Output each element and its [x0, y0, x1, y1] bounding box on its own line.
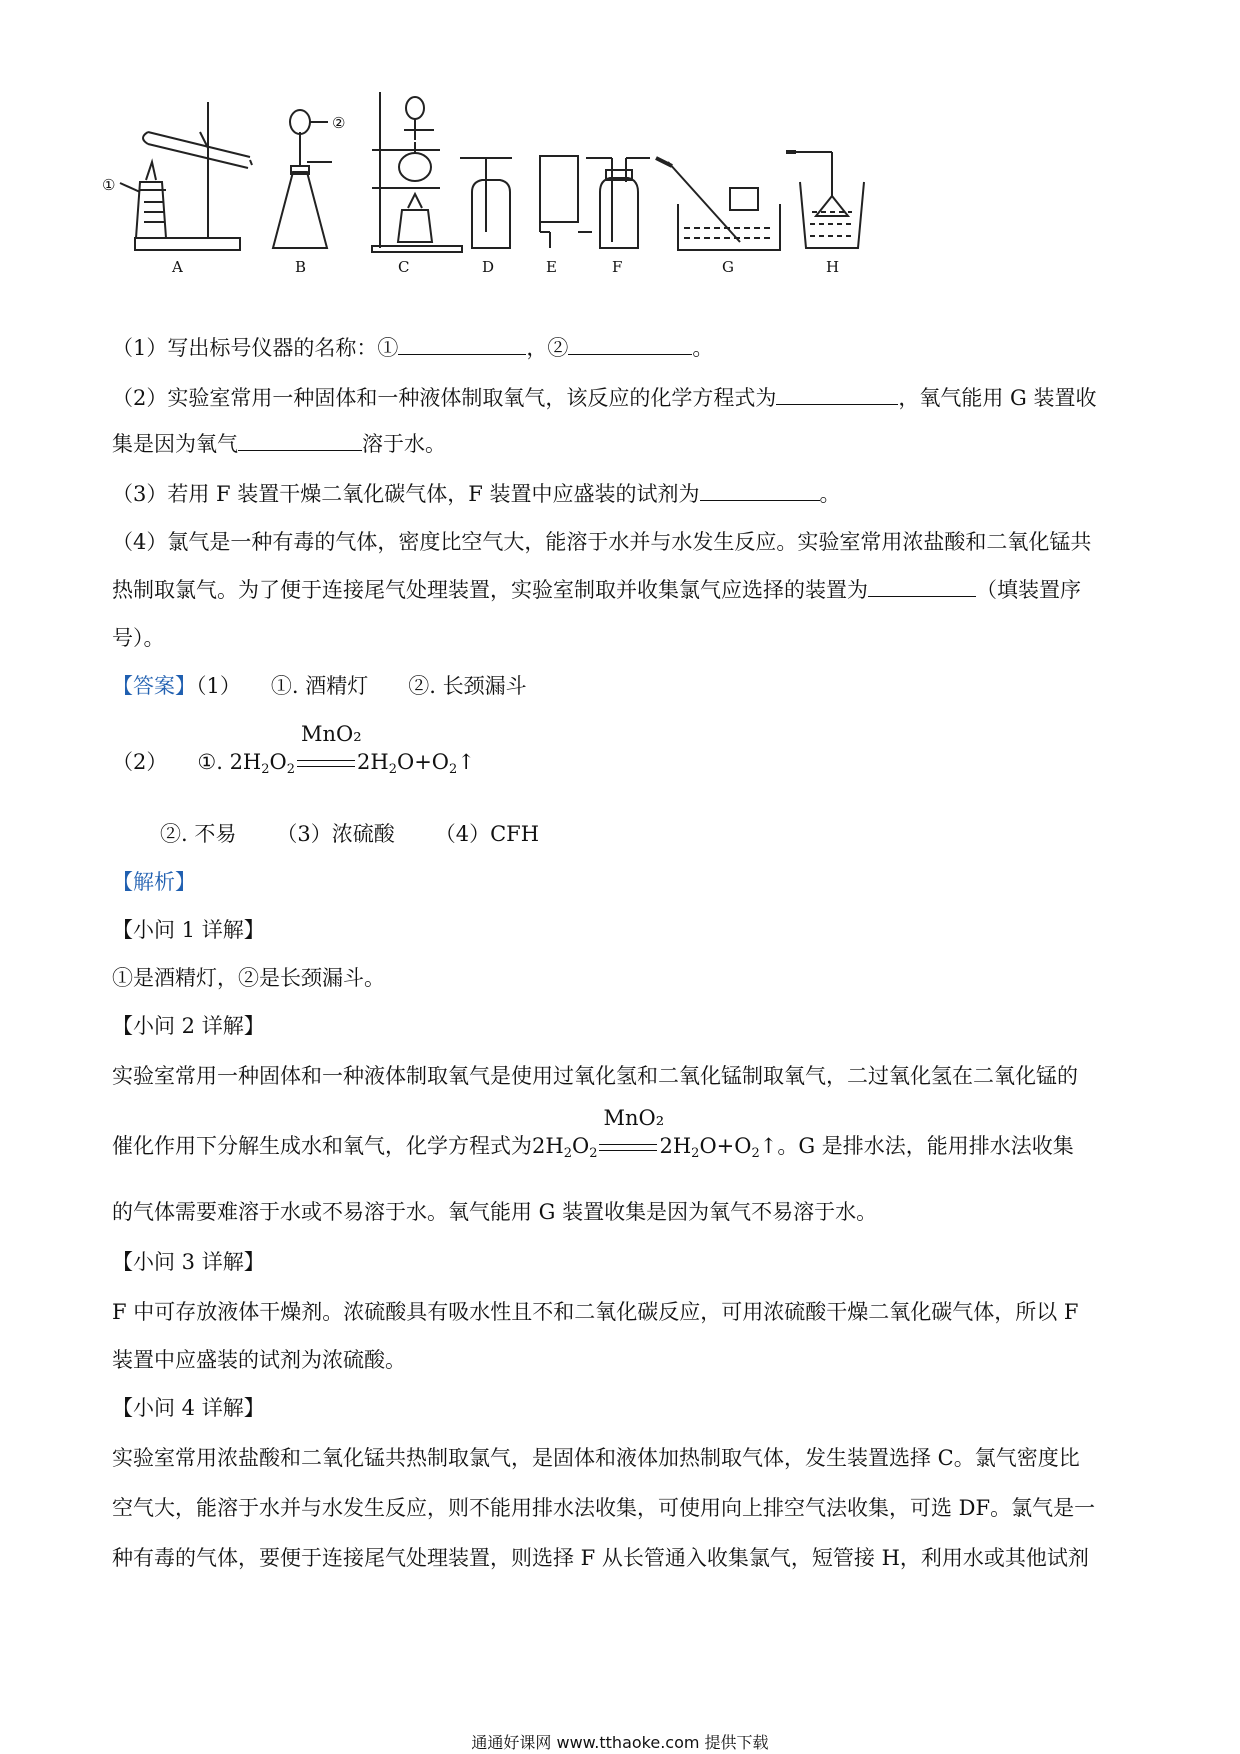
question-3: （3）若用 F 装置干燥二氧化碳气体，F 装置中应盛装的试剂为 。 — [112, 482, 841, 506]
question-1: （1）写出标号仪器的名称：① ，② 。 — [112, 336, 714, 360]
label-d: D — [482, 258, 495, 276]
subq-3-text-2: 装置中应盛装的试剂为浓硫酸。 — [112, 1348, 406, 1372]
subq-4-heading: 【小问 4 详解】 — [112, 1396, 265, 1420]
subq-2-text-3: 的气体需要难溶于水或不易溶于水。氧气能用 G 装置收集是因为氧气不易溶于水。 — [112, 1200, 878, 1224]
question-2-line-2: 集是因为氧气 溶于水。 — [112, 432, 446, 456]
question-4-line-2: 热制取氯气。为了便于连接尾气处理装置，实验室制取并收集氯气应选择的装置为 （填装置序 — [112, 578, 1081, 602]
apparatus-figure — [100, 92, 1120, 314]
apparatus-d — [460, 158, 512, 248]
subq-2-heading: 【小问 2 详解】 — [112, 1014, 265, 1038]
apparatus-b — [273, 110, 332, 248]
question-2-line-1: （2）实验室常用一种固体和一种液体制取氧气，该反应的化学方程式为 ，氧气能用 G 装置收 — [112, 386, 1097, 410]
blank-6 — [868, 580, 976, 597]
apparatus-h — [786, 152, 864, 248]
label-h: H — [826, 258, 840, 276]
equation-2: $2H_2O_2$ MnO₂ $2H_2O+O_2↑$ — [532, 1106, 778, 1161]
subq-3-text-1: F 中可存放液体干燥剂。浓硫酸具有吸水性且不和二氧化碳反应，可用浓硫酸干燥二氧化碳气体，所以 F — [112, 1300, 1079, 1324]
label-a: A — [172, 258, 183, 276]
answer-tag: 【答案】 — [112, 674, 196, 698]
blank-3 — [776, 388, 898, 405]
marker-1: ① — [102, 176, 116, 194]
apparatus-e — [540, 156, 592, 248]
label-e: E — [546, 258, 557, 276]
question-4-line-1: （4）氯气是一种有毒的气体，密度比空气大，能溶于水并与水发生反应。实验室常用浓盐酸和二氧化锰共 — [112, 530, 1092, 554]
subq-2-text-2: 催化作用下分解生成水和氧气，化学方程式为$2H_2O_2$ MnO₂ $2H_2O+O_2↑$。G 是排水法，能用排水法收集 — [112, 1106, 1074, 1161]
answer-line-1: 【答案】（1） ①. 酒精灯 ②. 长颈漏斗 — [112, 674, 527, 698]
equation-1: $2H_2O_2$ MnO₂ $2H_2O+O_2↑$ — [229, 722, 475, 777]
answer-line-2: （2） ①. $2H_2O_2$ MnO₂ $2H_2O+O_2↑$ — [112, 722, 475, 777]
label-b: B — [295, 258, 307, 276]
label-c: C — [398, 258, 410, 276]
answer-line-3: ②. 不易 （3）浓硫酸 （4）CFH — [160, 822, 540, 846]
blank-5 — [700, 484, 820, 501]
analysis-tag: 【解析】 — [112, 870, 196, 894]
blank-1 — [398, 338, 526, 355]
apparatus-g — [656, 158, 780, 250]
subq-4-text-2: 空气大，能溶于水并与水发生反应，则不能用排水法收集，可使用向上排空气法收集，可选 DF。氯气是一 — [112, 1496, 1096, 1520]
subq-2-text-1: 实验室常用一种固体和一种液体制取氧气是使用过氧化氢和二氧化锰制取氧气，二过氧化氢在二氧化锰的 — [112, 1064, 1078, 1088]
subq-1-text: ①是酒精灯，②是长颈漏斗。 — [112, 966, 385, 990]
blank-2 — [568, 338, 692, 355]
footer-watermark: 通通好课网 www.tthaoke.com 提供下载 — [471, 1733, 769, 1752]
apparatus-c — [372, 92, 462, 252]
label-f: F — [612, 258, 623, 276]
subq-1-heading: 【小问 1 详解】 — [112, 918, 265, 942]
marker-2: ② — [332, 114, 346, 132]
question-4-line-3: 号）。 — [112, 626, 165, 650]
apparatus-a — [120, 102, 252, 250]
subq-4-text-1: 实验室常用浓盐酸和二氧化锰共热制取氯气，是固体和液体加热制取气体，发生装置选择 C。氯气密度比 — [112, 1446, 1080, 1470]
blank-4 — [238, 434, 362, 451]
label-g: G — [722, 258, 734, 276]
apparatus-f — [586, 158, 650, 248]
subq-3-heading: 【小问 3 详解】 — [112, 1250, 265, 1274]
subq-4-text-3: 种有毒的气体，要便于连接尾气处理装置，则选择 F 从长管通入收集氯气，短管接 H，利用水或其他试剂 — [112, 1546, 1089, 1570]
